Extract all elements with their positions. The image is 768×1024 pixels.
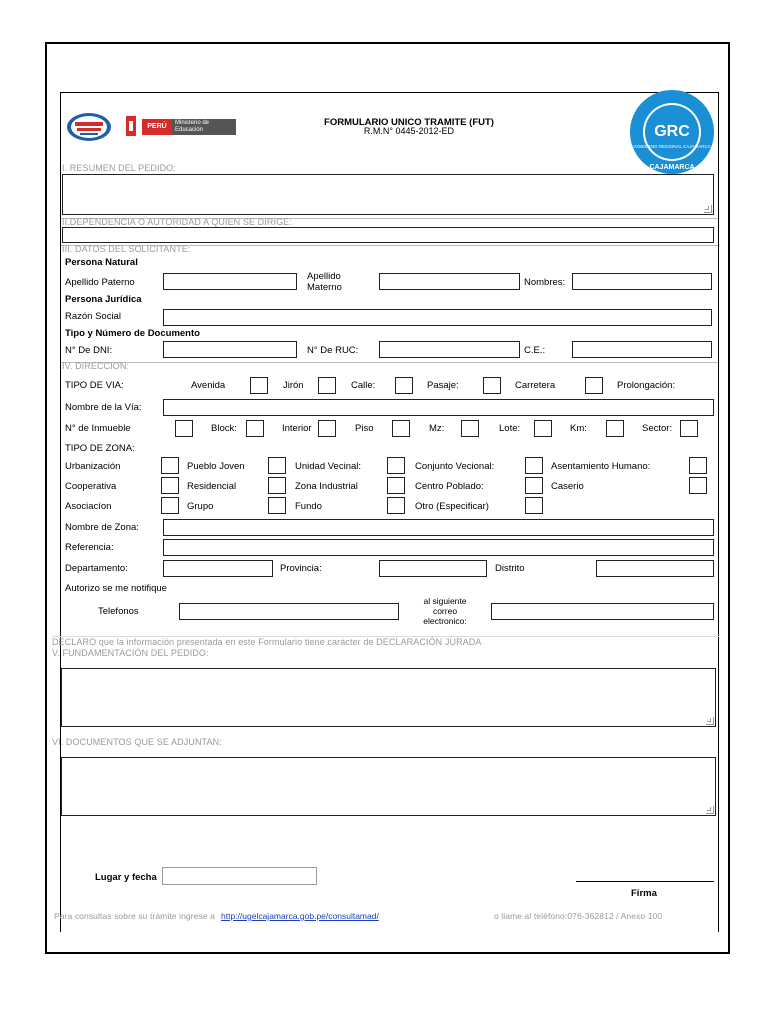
dependencia-input[interactable]: [62, 227, 714, 243]
fundamentacion-textarea[interactable]: [61, 668, 716, 727]
ce-label: C.E.:: [524, 345, 546, 356]
via-prolongacion-label: Prolongación:: [617, 380, 676, 391]
zona-centro-poblado-label: Centro Poblado:: [415, 481, 484, 492]
mz-label: Mz:: [429, 423, 445, 434]
firma-label: Firma: [631, 888, 657, 899]
documentos-textarea[interactable]: [61, 757, 716, 816]
divider: [61, 362, 718, 363]
persona-juridica-label: Persona Jurídica: [65, 294, 142, 305]
zona-residencial-checkbox[interactable]: [268, 477, 286, 494]
zona-asentamiento-label: Asentamiento Humano:: [551, 461, 651, 472]
interior-checkbox[interactable]: [318, 420, 336, 437]
zona-asentamiento-checkbox[interactable]: [689, 457, 707, 474]
referencia-label: Referencia:: [65, 542, 114, 553]
section-documentos-title: VI. DOCUMENTOS QUE SE ADJUNTAN:: [52, 737, 222, 747]
via-avenida-label: Avenida: [191, 380, 226, 391]
via-jiron-checkbox[interactable]: [318, 377, 336, 394]
zona-cooperativa-checkbox[interactable]: [161, 477, 179, 494]
seal-center-text: GRC: [654, 123, 690, 140]
tipo-zona-label: TIPO DE ZONA:: [65, 443, 135, 454]
razon-social-input[interactable]: [163, 309, 712, 326]
via-carretera-checkbox[interactable]: [585, 377, 603, 394]
zona-industrial-checkbox[interactable]: [387, 477, 405, 494]
section-resumen-title: I. RESUMEN DEL PEDIDO:: [62, 163, 176, 173]
zona-fundo-checkbox[interactable]: [387, 497, 405, 514]
zona-otro-label: Otro (Especificar): [415, 501, 489, 512]
via-avenida-checkbox[interactable]: [250, 377, 268, 394]
via-pasaje-label: Pasaje:: [427, 380, 459, 391]
tipo-documento-label: Tipo y Número de Documento: [65, 328, 200, 339]
section-direccion-title: IV. DIRECCION:: [62, 361, 130, 371]
consulta-link[interactable]: http://ugelcajamarca.gob.pe/consultamad/: [221, 911, 379, 921]
distrito-label: Distrito: [495, 563, 525, 574]
nombres-input[interactable]: [572, 273, 712, 290]
zona-grupo-label: Grupo: [187, 501, 214, 512]
via-calle-checkbox[interactable]: [395, 377, 413, 394]
peru-label: PERÚ: [142, 119, 172, 135]
peru-flag-icon: [126, 116, 136, 136]
correo-label-3: electronico:: [423, 616, 467, 626]
km-checkbox[interactable]: [606, 420, 624, 437]
referencia-input[interactable]: [163, 539, 714, 556]
educacion-logo: [66, 112, 112, 142]
zona-unidad-vecinal-label: Unidad Vecinal:: [295, 461, 362, 472]
departamento-label: Departamento:: [65, 563, 128, 574]
nombres-label: Nombres:: [524, 277, 566, 288]
nombre-via-input[interactable]: [163, 399, 714, 416]
departamento-input[interactable]: [163, 560, 273, 577]
via-carretera-label: Carretera: [515, 380, 556, 391]
ce-input[interactable]: [572, 341, 712, 358]
zona-otro-checkbox[interactable]: [525, 497, 543, 514]
ruc-label: N° De RUC:: [307, 345, 359, 356]
dni-label: N° De DNI:: [65, 345, 113, 356]
zona-centro-poblado-checkbox[interactable]: [525, 477, 543, 494]
zona-caserio-checkbox[interactable]: [689, 477, 707, 494]
inmueble-label: N° de Inmueble: [65, 423, 131, 434]
sector-checkbox[interactable]: [680, 420, 698, 437]
nombre-zona-label: Nombre de Zona:: [65, 522, 139, 533]
distrito-input[interactable]: [596, 560, 714, 577]
apellido-materno-input[interactable]: [379, 273, 520, 290]
zona-urbanizacion-label: Urbanización: [65, 461, 121, 472]
zona-asociacion-label: Asociacíon: [65, 501, 112, 512]
zona-urbanizacion-checkbox[interactable]: [161, 457, 179, 474]
zona-fundo-label: Fundo: [295, 501, 322, 512]
zona-industrial-label: Zona Industrial: [295, 481, 358, 492]
zona-caserio-label: Caserio: [551, 481, 584, 492]
nombre-zona-input[interactable]: [163, 519, 714, 536]
via-pasaje-checkbox[interactable]: [483, 377, 501, 394]
persona-natural-label: Persona Natural: [65, 257, 138, 268]
lote-checkbox[interactable]: [534, 420, 552, 437]
declaro-text: DECLARO que la información presentada en este Formulario tiene carácter de DECLARACIÓN JURADA: [52, 637, 482, 647]
zona-unidad-vecinal-checkbox[interactable]: [387, 457, 405, 474]
provincia-input[interactable]: [379, 560, 487, 577]
tipo-via-label: TIPO DE VIA:: [65, 380, 124, 391]
zona-pueblo-joven-checkbox[interactable]: [268, 457, 286, 474]
provincia-label: Provincia:: [280, 563, 322, 574]
sector-label: Sector:: [642, 423, 673, 434]
correo-input[interactable]: [491, 603, 714, 620]
interior-label: Interior: [282, 423, 312, 434]
resumen-textarea[interactable]: [62, 174, 714, 215]
apellido-materno-label-1: Apellido: [307, 271, 341, 282]
mz-checkbox[interactable]: [461, 420, 479, 437]
autorizo-label: Autorizo se me notifique: [65, 583, 167, 594]
telefonos-input[interactable]: [179, 603, 399, 620]
apellido-materno-label-2: Materno: [307, 282, 342, 293]
lugar-fecha-input[interactable]: [162, 867, 317, 885]
zona-cooperativa-label: Cooperativa: [65, 481, 117, 492]
form-subtitle: R.M.N° 0445-2012-ED: [363, 126, 455, 136]
consulta-text: Para consultas sobre su trámite ingrese a: [54, 911, 215, 921]
seal-bottom-text: CAJAMARCA: [649, 164, 695, 171]
block-label: Block:: [211, 423, 237, 434]
piso-label: Piso: [355, 423, 374, 434]
via-calle-label: Calle:: [351, 380, 376, 391]
lote-label: Lote:: [499, 423, 521, 434]
apellido-paterno-label: Apellido Paterno: [65, 277, 135, 288]
firma-line: [576, 881, 714, 882]
correo-label-1: al siguiente: [423, 596, 467, 606]
form-title: FORMULARIO UNICO TRAMITE (FUT): [324, 117, 494, 128]
inmueble-checkbox[interactable]: [175, 420, 193, 437]
razon-social-label: Razón Social: [65, 311, 121, 322]
via-jiron-label: Jirón: [283, 380, 304, 391]
section-dependencia-title: II.DEPENDENCIA O AUTORIDAD A QUIEN SE DIRIGE:: [62, 217, 292, 227]
km-label: Km:: [570, 423, 587, 434]
ministerio-label: Ministerio de Educación: [172, 119, 236, 135]
section-solicitante-title: III. DATOS DEL SOLICITANTE:: [62, 244, 191, 254]
zona-pueblo-joven-label: Pueblo Joven: [187, 461, 245, 472]
zona-residencial-label: Residencial: [187, 481, 237, 492]
section-fundamentacion-title: V. FUNDAMENTACIÓN DEL PEDIDO:: [52, 648, 209, 658]
zona-conjunto-vecional-checkbox[interactable]: [525, 457, 543, 474]
apellido-paterno-input[interactable]: [163, 273, 297, 290]
piso-checkbox[interactable]: [392, 420, 410, 437]
telefonos-label: Telefonos: [98, 606, 139, 617]
correo-label-2: correo: [432, 606, 458, 616]
ruc-input[interactable]: [379, 341, 520, 358]
telefono-text: o llame al teléfono:076-362812 / Anexo 100: [494, 911, 663, 921]
lugar-fecha-label: Lugar y fecha: [95, 872, 157, 883]
block-checkbox[interactable]: [246, 420, 264, 437]
zona-conjunto-vecional-label: Conjunto Vecional:: [415, 461, 495, 472]
ugel-seal: [627, 88, 717, 176]
nombre-via-label: Nombre de la Vía:: [65, 402, 142, 413]
seal-sub-text: GOBIERNO REGIONAL CAJAMARCA: [633, 144, 711, 149]
zona-asociacion-checkbox[interactable]: [161, 497, 179, 514]
zona-grupo-checkbox[interactable]: [268, 497, 286, 514]
dni-input[interactable]: [163, 341, 297, 358]
